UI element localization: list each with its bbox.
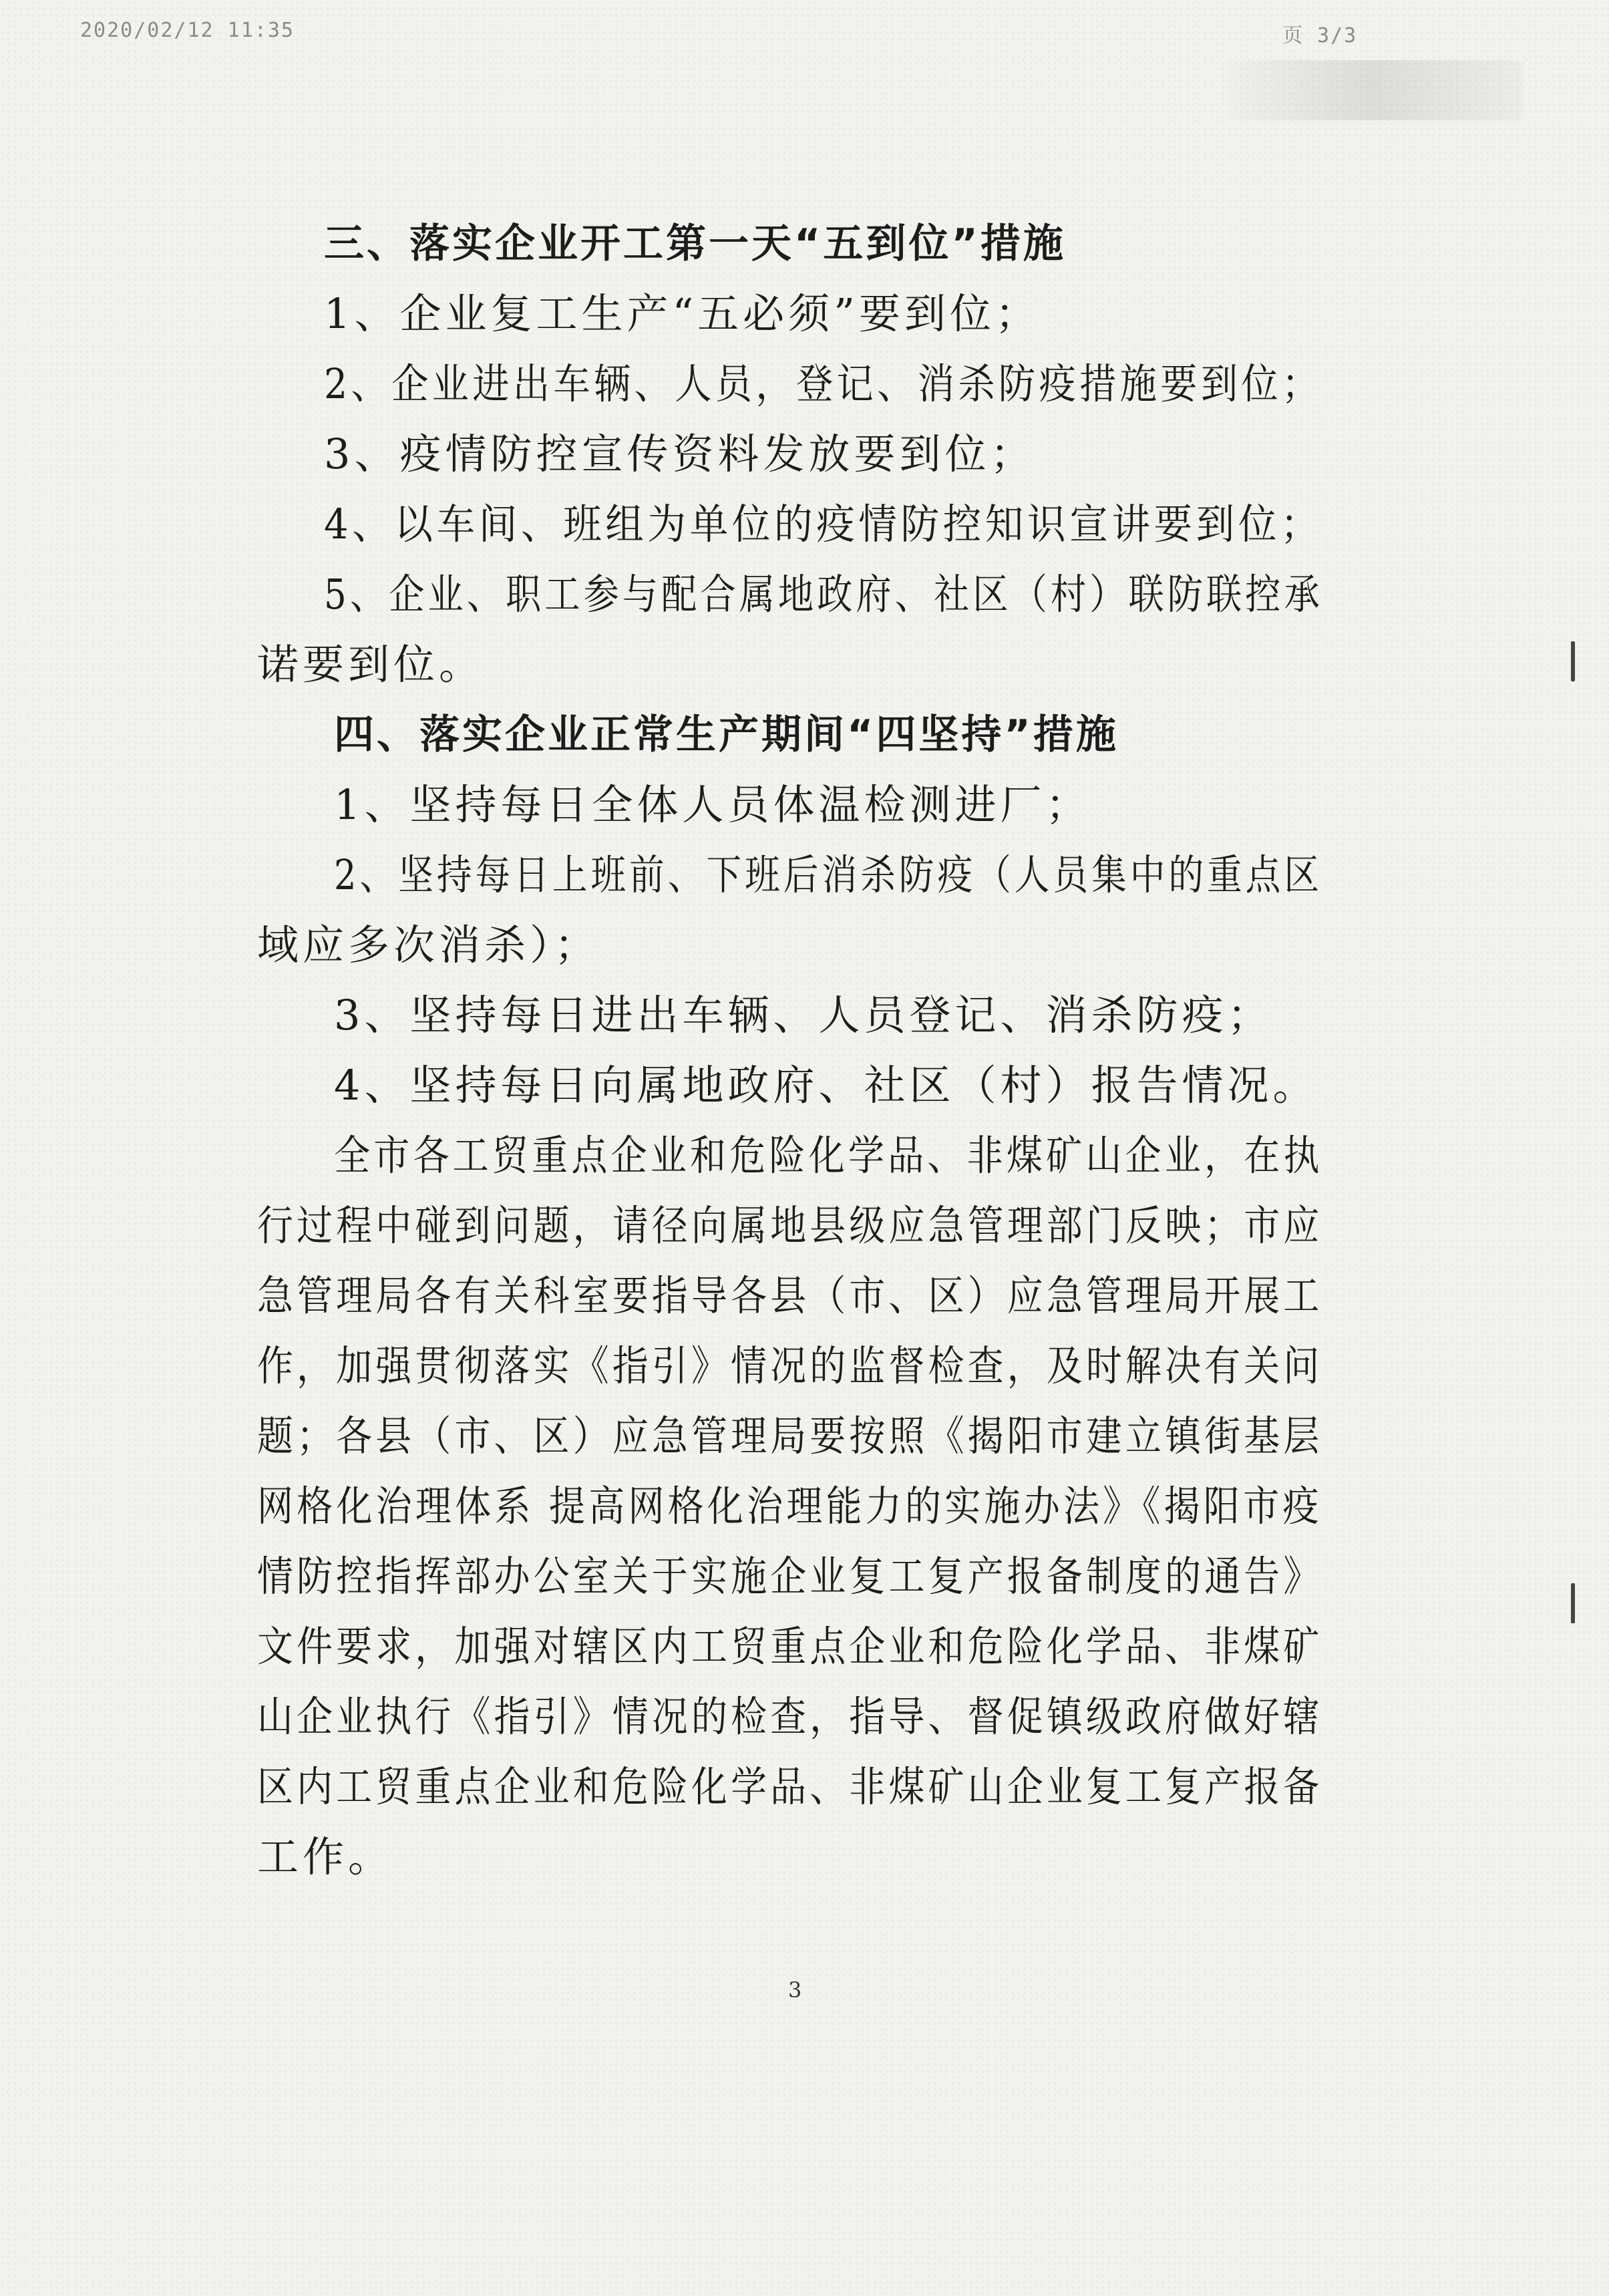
scan-edge-mark <box>1571 1583 1575 1623</box>
list-item: 4、以车间、班组为单位的疫情防控知识宣讲要到位； <box>324 500 1323 548</box>
paragraph-line: 工作。 <box>257 1832 394 1881</box>
paragraph-line: 作，加强贯彻落实《指引》情况的监督检查，及时解决有关问 <box>257 1341 1323 1390</box>
paragraph-line: 全市各工贸重点企业和危险化学品、非煤矿山企业，在执 <box>334 1131 1323 1180</box>
list-item: 4、坚持每日向属地政府、社区（村）报告情况。 <box>334 1061 1318 1110</box>
fax-page-indicator: 页 3/3 <box>1282 24 1358 47</box>
paragraph-line: 行过程中碰到问题，请径向属地县级应急管理部门反映；市应 <box>257 1201 1323 1250</box>
scan-edge-mark <box>1571 641 1575 681</box>
scan-bleed-artifact <box>1216 60 1523 120</box>
list-item-continuation: 域应多次消杀）； <box>257 921 600 969</box>
paragraph-line: 情防控指挥部办公室关于实施企业复工复产报备制度的通告》 <box>257 1552 1323 1601</box>
list-item: 2、坚持每日上班前、下班后消杀防疫（人员集中的重点区 <box>334 850 1323 899</box>
section-heading-3: 三、落实企业开工第一天“五到位”措施 <box>324 220 1066 267</box>
fax-timestamp: 2020/02/12 11:35 <box>80 19 295 42</box>
paragraph-line: 区内工贸重点企业和危险化学品、非煤矿山企业复工复产报备 <box>257 1762 1323 1811</box>
list-item-continuation: 诺要到位。 <box>257 640 485 689</box>
paragraph-line: 急管理局各有关科室要指导各县（市、区）应急管理局开展工 <box>257 1271 1323 1320</box>
list-item: 5、企业、职工参与配合属地政府、社区（村）联防联控承 <box>324 570 1323 619</box>
list-item: 1、坚持每日全体人员体温检测进厂； <box>334 780 1091 829</box>
list-item: 2、企业进出车辆、人员，登记、消杀防疫措施要到位； <box>324 359 1322 408</box>
list-item: 1、企业复工生产“五必须”要到位； <box>324 289 1041 338</box>
paragraph-line: 山企业执行《指引》情况的检查，指导、督促镇级政府做好辖 <box>257 1692 1323 1741</box>
paragraph-line: 题；各县（市、区）应急管理局要按照《揭阳市建立镇街基层 <box>257 1412 1323 1460</box>
list-item: 3、坚持每日进出车辆、人员登记、消杀防疫； <box>334 991 1273 1039</box>
list-item: 3、疫情防控宣传资料发放要到位； <box>324 430 1036 478</box>
section-heading-4: 四、落实企业正常生产期间“四坚持”措施 <box>334 711 1119 758</box>
paragraph-line: 网格化治理体系 提高网格化治理能力的实施办法》《揭阳市疫 <box>257 1482 1322 1530</box>
paragraph-line: 文件要求，加强对辖区内工贸重点企业和危险化学品、非煤矿 <box>257 1622 1323 1671</box>
page-number: 3 <box>788 1977 802 2003</box>
